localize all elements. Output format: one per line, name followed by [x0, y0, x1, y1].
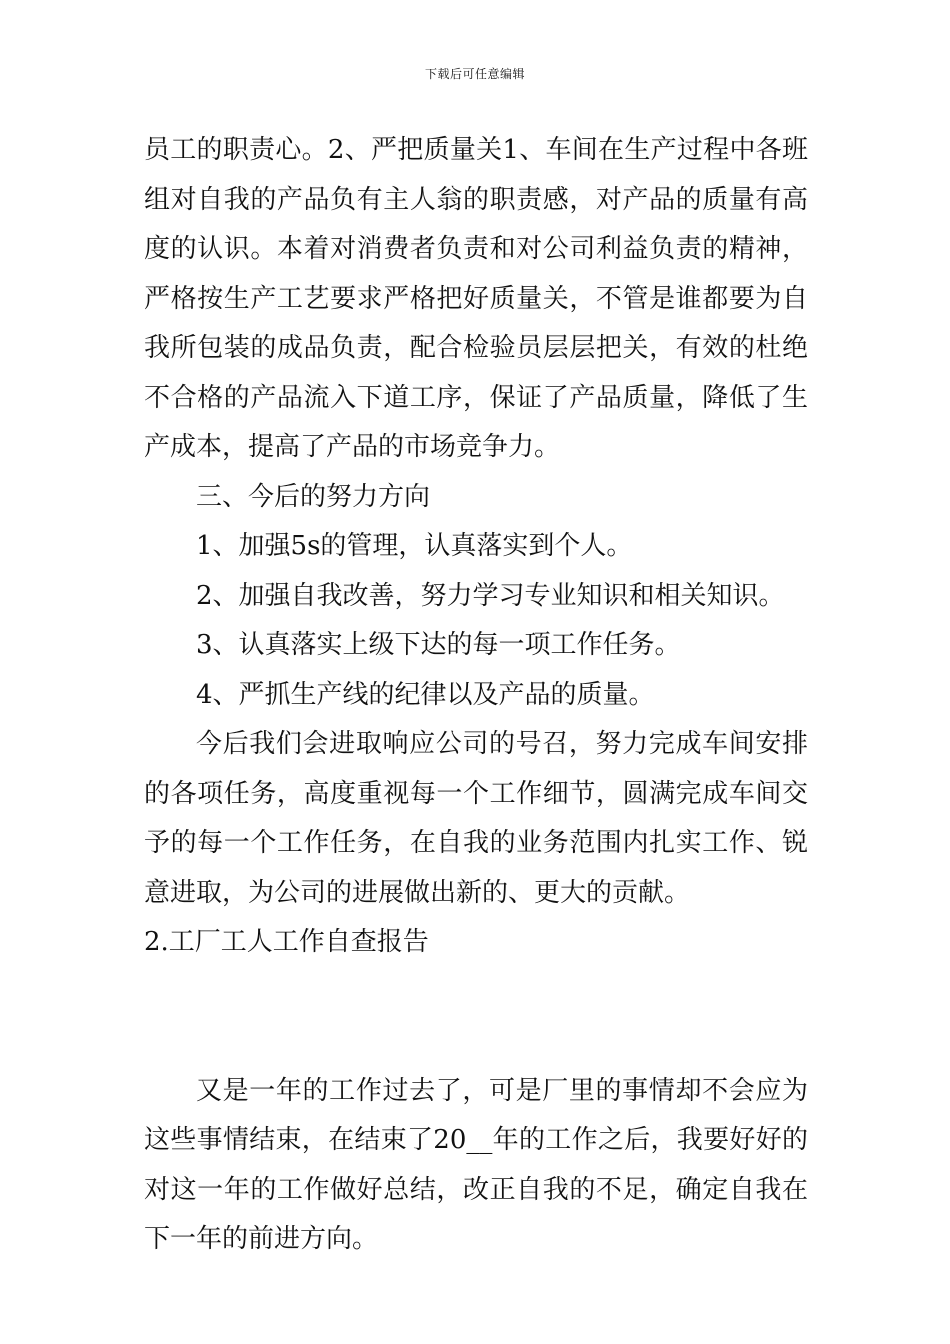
list-item: 1、加强5s的管理，认真落实到个人。 [196, 531, 633, 561]
list-item: 2、加强自我改善，努力学习专业知识和相关知识。 [196, 580, 785, 611]
paragraph-line: 这些事情结束，在结束了20__年的工作之后，我要好好的 [144, 1125, 808, 1155]
paragraph-line: 意进取，为公司的进展做出新的、更大的贡献。 [144, 877, 691, 908]
paragraph-line: 又是一年的工作过去了，可是厂里的事情却不会应为 [196, 1075, 808, 1106]
paragraph-line: 员工的职责心。2、严把质量关1、车间在生产过程中各班 [144, 135, 808, 165]
paragraph-line: 今后我们会进取响应公司的号召，努力完成车间安排 [196, 729, 808, 759]
list-item: 3、认真落实上级下达的每一项工作任务。 [196, 630, 681, 660]
paragraph-line: 度的认识。本着对消费者负责和对公司利益负责的精神， [144, 234, 808, 264]
paragraph-line: 下一年的前进方向。 [144, 1224, 379, 1254]
paragraph-line: 组对自我的产品负有主人翁的职责感，对产品的质量有高 [144, 184, 808, 215]
section-heading: 2.工厂工人工作自查报告 [144, 927, 429, 957]
document-body [144, 126, 808, 1265]
paragraph-line: 的各项任务，高度重视每一个工作细节，圆满完成车间交 [144, 778, 808, 809]
list-item: 4、严抓生产线的纪律以及产品的质量。 [196, 679, 655, 710]
paragraph-line: 产成本，提高了产品的市场竞争力。 [144, 432, 561, 462]
paragraph-line: 予的每一个工作任务，在自我的业务范围内扎实工作、锐 [144, 828, 808, 858]
paragraph-line: 不合格的产品流入下道工序，保证了产品质量，降低了生 [144, 382, 808, 413]
section-title: 三、今后的努力方向 [196, 481, 431, 512]
paragraph-line: 严格按生产工艺要求严格把好质量关，不管是谁都要为自 [144, 283, 808, 314]
page-header: 下载后可任意编辑 [424, 67, 525, 81]
paragraph-line: 我所包装的成品负责，配合检验员层层把关，有效的杜绝 [144, 333, 808, 363]
blank-space [144, 968, 808, 1067]
paragraph-line: 对这一年的工作做好总结，改正自我的不足，确定自我在 [144, 1174, 808, 1205]
